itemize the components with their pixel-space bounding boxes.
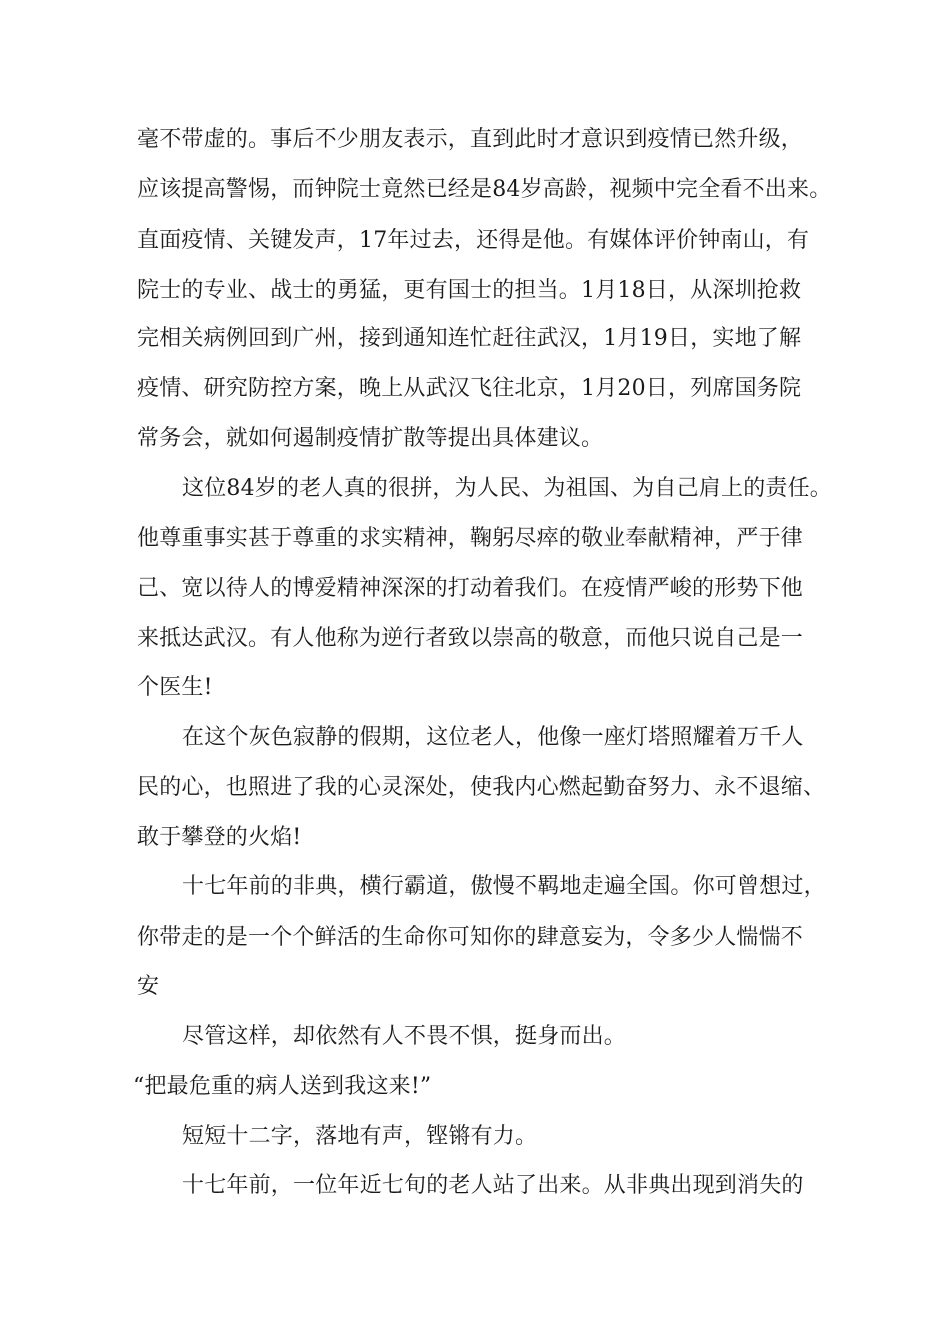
paragraph-first-line: 十七年前的非典，横行霸道，傲慢不羁地走遍全国。你可曾想过， (182, 874, 826, 899)
text-line: 来抵达武汉。有人他称为逆行者致以崇高的敬意，而他只说自己是一 (137, 626, 804, 651)
text-line: 常务会，就如何遏制疫情扩散等提出具体建议。 (137, 426, 604, 451)
text-line: 应该提高警惕，而钟院士竟然已经是84岁高龄，视频中完全看不出来。 (137, 177, 832, 202)
text-line: 完相关病例回到广州，接到通知连忙赶往武汉，1月19日，实地了解 (137, 326, 802, 351)
text-line: 你带走的是一个个鲜活的生命你可知你的肆意妄为，令多少人惴惴不 (137, 925, 804, 950)
text-line: 个医生! (137, 675, 213, 700)
text-line: 他尊重事实甚于尊重的求实精神，鞠躬尽瘁的敬业奉献精神，严于律 (137, 526, 804, 551)
text-line: 安 (137, 974, 160, 999)
text-line: 民的心，也照进了我的心灵深处，使我内心燃起勤奋努力、永不退缩、 (137, 775, 826, 800)
paragraph-first-line: 短短十二字，落地有声，铿锵有力。 (182, 1124, 538, 1149)
paragraph-first-line: 十七年前，一位年近七旬的老人站了出来。从非典出现到消失的 (182, 1173, 804, 1198)
text-line: 毫不带虚的。事后不少朋友表示，直到此时才意识到疫情已然升级， (137, 127, 804, 152)
text-line: 院士的专业、战士的勇猛，更有国士的担当。1月18日，从深圳抢救 (137, 278, 802, 303)
text-line: 直面疫情、关键发声，17年过去，还得是他。有媒体评价钟南山，有 (137, 228, 810, 253)
paragraph-first-line: 尽管这样，却依然有人不畏不惧，挺身而出。 (182, 1024, 627, 1049)
paragraph-first-line: 在这个灰色寂静的假期，这位老人，他像一座灯塔照耀着万千人 (182, 725, 804, 750)
quote-line: “把最危重的病人送到我这来!” (133, 1074, 432, 1099)
text-line: 疫情、研究防控方案，晚上从武汉飞往北京，1月20日，列席国务院 (137, 376, 802, 401)
text-line: 己、宽以待人的博爱精神深深的打动着我们。在疫情严峻的形势下他 (137, 576, 804, 601)
text-line: 敢于攀登的火焰! (137, 825, 302, 850)
paragraph-first-line: 这位84岁的老人真的很拼，为人民、为祖国、为自己肩上的责任。 (182, 476, 832, 501)
